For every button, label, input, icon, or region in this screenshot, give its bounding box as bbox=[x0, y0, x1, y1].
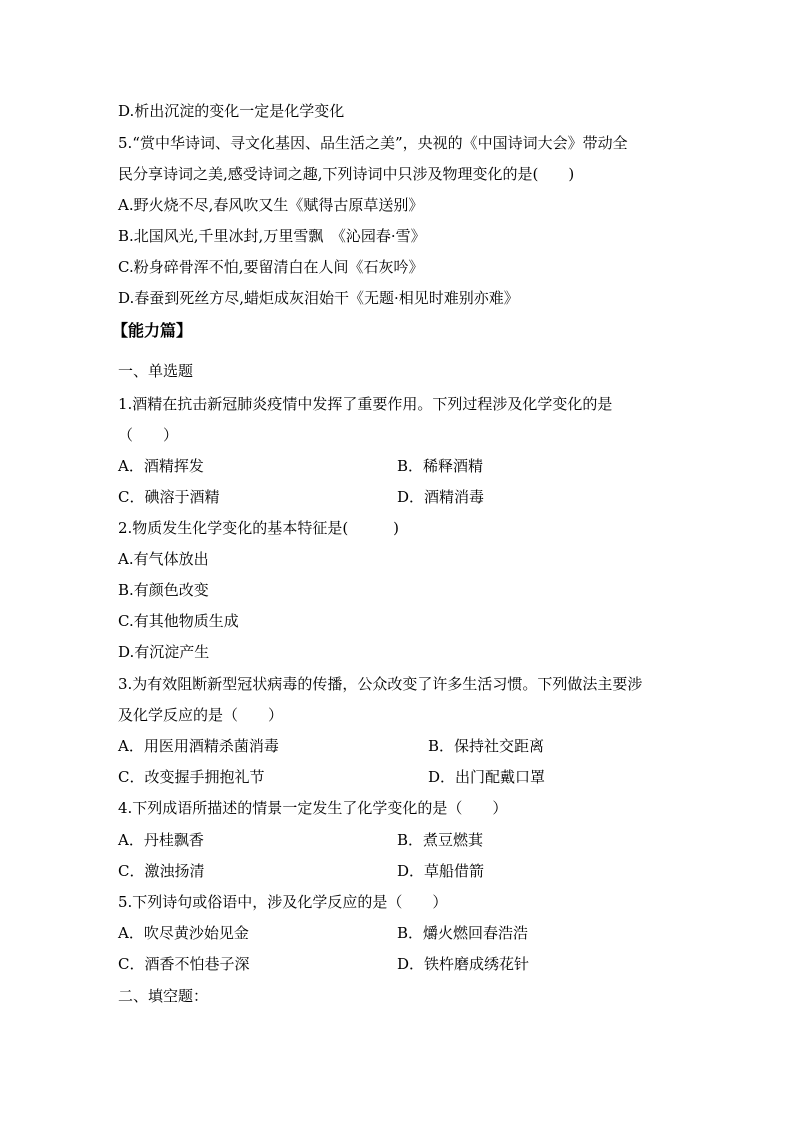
q4-option-a: A．丹桂飘香 bbox=[118, 831, 204, 849]
q1-stem-line2: （ ） bbox=[118, 426, 179, 444]
q3-stem-line1: 3.为有效阻断新型冠状病毒的传播，公众改变了许多生活习惯。下列做法主要涉 bbox=[118, 675, 643, 693]
q1-option-c: C．碘溶于酒精 bbox=[118, 488, 220, 506]
q5-stem-line1: 5.“赏中华诗词、寻文化基因、品生活之美”，央视的《中国诗词大会》带动全 bbox=[118, 134, 628, 152]
q5b-option-a: A．吹尽黄沙始见金 bbox=[118, 924, 249, 942]
q4-option-d: D．草船借箭 bbox=[397, 862, 485, 880]
q5-option-a: A.野火烧不尽,春风吹又生《赋得古原草送别》 bbox=[118, 196, 424, 214]
q5-option-d: D.春蚕到死丝方尽,蜡炬成灰泪始干《无题·相见时难别亦难》 bbox=[118, 289, 519, 307]
q5b-option-d: D．铁杵磨成绣花针 bbox=[397, 955, 530, 973]
q5-option-b: B.北国风光,千里冰封,万里雪飘 《沁园春·雪》 bbox=[118, 227, 426, 245]
q5b-option-c: C．酒香不怕巷子深 bbox=[118, 955, 250, 973]
ability-section-title: 【能力篇】 bbox=[112, 321, 193, 340]
q5b-option-b: B．爝火燃回春浩浩 bbox=[397, 924, 529, 942]
q4-stem: 4.下列成语所描述的情景一定发生了化学变化的是（ ） bbox=[118, 799, 508, 817]
q5-option-c: C.粉身碎骨浑不怕,要留清白在人间《石灰吟》 bbox=[118, 258, 424, 276]
q3-option-d: D．出门配戴口罩 bbox=[428, 768, 546, 786]
q2-stem: 2.物质发生化学变化的基本特征是( ) bbox=[118, 519, 400, 537]
q3-option-b: B．保持社交距离 bbox=[428, 737, 545, 755]
q3-option-c: C．改变握手拥抱礼节 bbox=[118, 768, 265, 786]
part1-title: 一、单选题 bbox=[118, 362, 194, 380]
q4-option-b: B．煮豆燃萁 bbox=[397, 831, 484, 849]
q5b-stem: 5.下列诗句或俗语中，涉及化学反应的是（ ） bbox=[118, 893, 448, 911]
q1-stem-line1: 1.酒精在抗击新冠肺炎疫情中发挥了重要作用。下列过程涉及化学变化的是 bbox=[118, 395, 613, 413]
q3-stem-line2: 及化学反应的是（ ） bbox=[118, 706, 284, 724]
q3-option-a: A．用医用酒精杀菌消毒 bbox=[118, 737, 279, 755]
q1-option-b: B．稀释酒精 bbox=[397, 457, 484, 475]
q4-option-d: D.析出沉淀的变化一定是化学变化 bbox=[118, 102, 345, 120]
q1-option-a: A．酒精挥发 bbox=[118, 457, 204, 475]
part2-title: 二、填空题： bbox=[118, 987, 209, 1005]
q2-option-d: D.有沉淀产生 bbox=[118, 643, 210, 661]
q2-option-b: B.有颜色改变 bbox=[118, 581, 209, 599]
q5-stem-line2: 民分享诗词之美,感受诗词之趣,下列诗词中只涉及物理变化的是( ) bbox=[118, 165, 575, 183]
q1-option-d: D．酒精消毒 bbox=[397, 488, 485, 506]
q2-option-a: A.有气体放出 bbox=[118, 550, 209, 568]
q4-option-c: C．激浊扬清 bbox=[118, 862, 205, 880]
q2-option-c: C.有其他物质生成 bbox=[118, 612, 239, 630]
